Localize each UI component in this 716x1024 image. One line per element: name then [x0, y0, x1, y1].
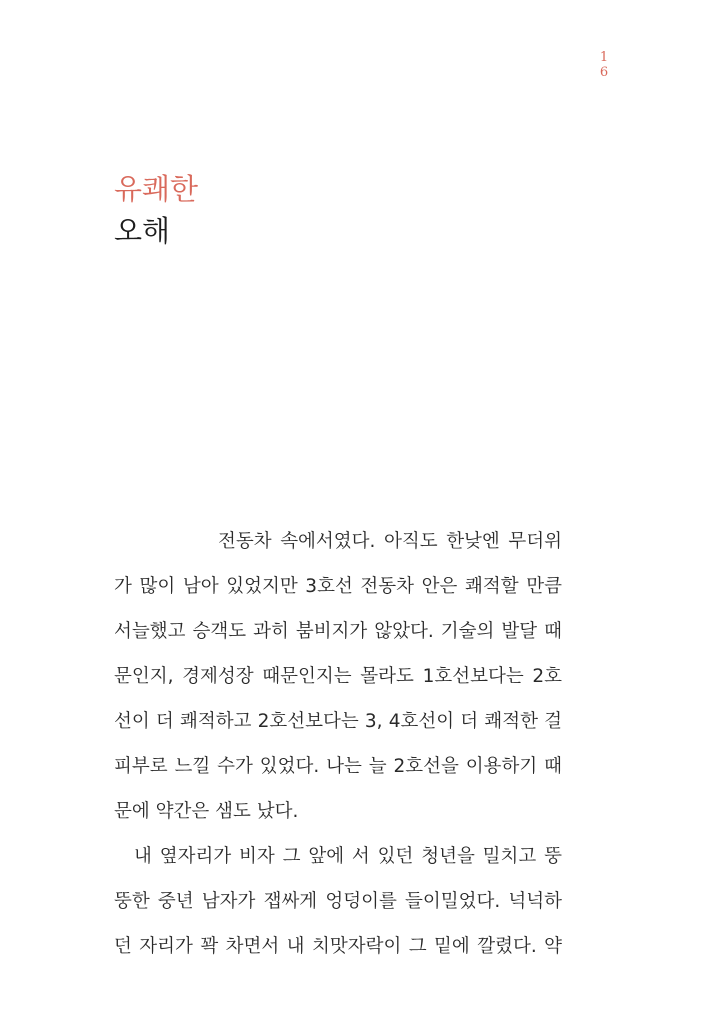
- page-number-digit-2: 6: [599, 65, 609, 80]
- text-line-8: 내 옆자리가 비자 그 앞에 서 있던 청년을 밀치고 뚱: [134, 846, 562, 867]
- page-number-digit-1: 1: [599, 50, 609, 65]
- text-line-6: 피부로 느낄 수가 있었다. 나는 늘 2호선을 이용하기 때: [114, 756, 562, 777]
- chapter-title: [114, 168, 198, 252]
- chapter-title-line-1: 유쾌한: [114, 172, 199, 206]
- text-line-7: 문에 약간은 샘도 났다.: [114, 801, 299, 822]
- text-line-3: 서늘했고 승객도 과히 붐비지가 않았다. 기술의 발달 때: [114, 621, 562, 642]
- text-line-9: 뚱한 중년 남자가 잽싸게 엉덩이를 들이밀었다. 넉넉하: [114, 891, 562, 912]
- chapter-title-line-2: 오해: [114, 214, 171, 248]
- page-number: [594, 50, 614, 80]
- text-line-5: 선이 더 쾌적하고 2호선보다는 3, 4호선이 더 쾌적한 걸: [114, 711, 562, 732]
- body-text: [114, 519, 562, 969]
- text-line-10: 던 자리가 꽉 차면서 내 치맛자락이 그 밑에 깔렸다. 약: [114, 936, 562, 957]
- text-line-4: 문인지, 경제성장 때문인지는 몰라도 1호선보다는 2호: [114, 666, 562, 687]
- text-line-1: 전동차 속에서였다. 아직도 한낮엔 무더위: [218, 531, 562, 552]
- text-line-2: 가 많이 남아 있었지만 3호선 전동차 안은 쾌적할 만큼: [114, 576, 562, 597]
